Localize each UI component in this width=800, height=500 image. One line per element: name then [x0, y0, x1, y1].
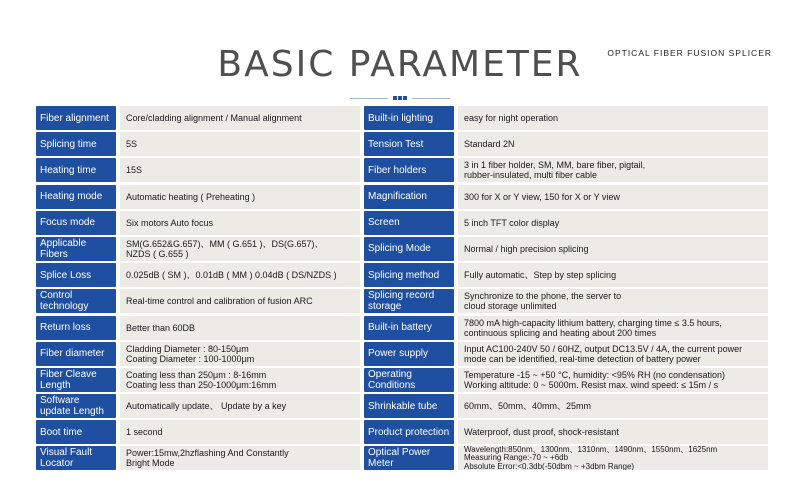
param-value: 15S — [120, 158, 360, 182]
param-label: Boot time — [36, 420, 116, 444]
param-value: Core/cladding alignment / Manual alignment — [120, 106, 360, 130]
param-value: 300 for X or Y view, 150 for X or Y view — [458, 185, 768, 209]
param-value: Six motors Auto focus — [120, 211, 360, 235]
param-row — [364, 210, 768, 236]
param-value: Temperature -15 ~ +50 °C, humidity: <95% RH (no condensation) Working altitude: 0 ~ 5000m. Resist max. wind speed: ≤ 15m / s — [458, 368, 768, 392]
param-row — [364, 184, 768, 210]
param-value: Power:15mw,2hzflashing And Constantly Bright Mode — [120, 446, 360, 470]
param-label: Splicing time — [36, 132, 116, 156]
param-value: Automatic heating ( Preheating ) — [120, 185, 360, 209]
param-value: Automatically update、 Update by a key — [120, 394, 360, 418]
param-value: Real-time control and calibration of fusion ARC — [120, 289, 360, 313]
param-label: Fiber alignment — [36, 106, 116, 130]
param-row — [364, 236, 768, 262]
param-row — [36, 288, 356, 314]
param-row — [36, 210, 356, 236]
param-row — [36, 341, 356, 367]
param-label: Tension Test — [364, 132, 454, 156]
param-row — [36, 184, 356, 210]
divider-dot — [393, 96, 397, 100]
param-value: Input AC100-240V 50 / 60HZ, output DC13.5V / 4A, the current power mode can be identified, real-time detection of battery power — [458, 342, 768, 366]
param-row — [36, 315, 356, 341]
param-label: Built-in lighting — [364, 106, 454, 130]
param-row — [36, 367, 356, 393]
param-label: Fiber holders — [364, 158, 454, 182]
param-row — [36, 262, 356, 288]
divider-dot — [403, 96, 407, 100]
divider-line-right — [412, 98, 450, 99]
param-label: Splice Loss — [36, 263, 116, 287]
param-label: Splicing Mode — [364, 237, 454, 261]
param-value: Fully automatic、Step by step splicing — [458, 263, 768, 287]
param-value: SM(G.652&G.657)、MM ( G.651 )、DS(G.657)、 NZDS ( G.655 ) — [120, 237, 360, 261]
param-row — [364, 131, 768, 157]
param-label: Splicing method — [364, 263, 454, 287]
param-row — [364, 393, 768, 419]
param-value: Waterproof, dust proof, shock-resistant — [458, 420, 768, 444]
param-label: Screen — [364, 211, 454, 235]
param-label: Return loss — [36, 316, 116, 340]
param-value: 7800 mA high-capacity lithium battery, charging time ≤ 3.5 hours, continuous splicing and heating about 200 times — [458, 316, 768, 340]
param-row — [364, 367, 768, 393]
param-label: Fiber Cleave Length — [36, 368, 116, 392]
param-label: Operating Conditions — [364, 368, 454, 392]
param-label: Product protection — [364, 420, 454, 444]
param-value: Synchronize to the phone, the server to cloud storage unlimited — [458, 289, 768, 313]
param-value: 60mm、50mm、40mm、25mm — [458, 394, 768, 418]
param-label: Heating time — [36, 158, 116, 182]
param-value: Coating less than 250μm : 8-16mm Coating less than 250-1000μm:16mm — [120, 368, 360, 392]
param-value: Wavelength:850nm、1300nm、1310nm、1490nm、1550nm、1625nm Measuring Range:-70 ~ +6db Absolute Error:<0.3db(-50dbm ~ +3dbm Range) — [458, 446, 768, 470]
product-subtitle: OPTICAL FIBER FUSION SPLICER — [607, 48, 772, 58]
param-label: Shrinkable tube — [364, 394, 454, 418]
param-row — [364, 157, 768, 183]
param-label: Control technology — [36, 289, 116, 313]
param-value: 5S — [120, 132, 360, 156]
right-parameter-column — [364, 105, 768, 472]
page-title: BASIC PARAMETER — [217, 44, 583, 85]
param-row — [364, 445, 768, 471]
param-value: 0.025dB ( SM )、0.01dB ( MM ) 0.04dB ( DS/NZDS ) — [120, 263, 360, 287]
param-value: Cladding Diameter : 80-150μm Coating Diameter : 100-1000μm — [120, 342, 360, 366]
param-label: Optical Power Meter — [364, 446, 454, 470]
param-value: 3 in 1 fiber holder, SM, MM, bare fiber, pigtail, rubber-insulated, multi fiber cable — [458, 158, 768, 182]
divider-dot — [398, 96, 402, 100]
param-label: Splicing record storage — [364, 289, 454, 313]
param-label: Magnification — [364, 185, 454, 209]
param-value: Standard 2N — [458, 132, 768, 156]
param-row — [364, 315, 768, 341]
param-row — [36, 105, 356, 131]
param-label: Heating mode — [36, 185, 116, 209]
param-value: Normal / high precision splicing — [458, 237, 768, 261]
divider-line-left — [350, 98, 388, 99]
param-label: Power supply — [364, 342, 454, 366]
param-row — [36, 157, 356, 183]
param-row — [36, 445, 356, 471]
param-row — [364, 419, 768, 445]
param-label: Visual Fault Locator — [36, 446, 116, 470]
param-row — [364, 105, 768, 131]
param-row — [36, 419, 356, 445]
param-row — [36, 393, 356, 419]
param-label: Built-in battery — [364, 316, 454, 340]
param-value: 1 second — [120, 420, 360, 444]
param-value: Better than 60DB — [120, 316, 360, 340]
param-label: Software update Length — [36, 394, 116, 418]
param-value: 5 inch TFT color display — [458, 211, 768, 235]
param-value: easy for night operation — [458, 106, 768, 130]
title-divider — [350, 95, 450, 101]
left-parameter-column — [36, 105, 356, 472]
param-row — [36, 236, 356, 262]
param-label: Focus mode — [36, 211, 116, 235]
param-label: Fiber diameter — [36, 342, 116, 366]
param-label: Applicable Fibers — [36, 237, 116, 261]
param-row — [36, 131, 356, 157]
param-row — [364, 288, 768, 314]
param-row — [364, 262, 768, 288]
param-row — [364, 341, 768, 367]
